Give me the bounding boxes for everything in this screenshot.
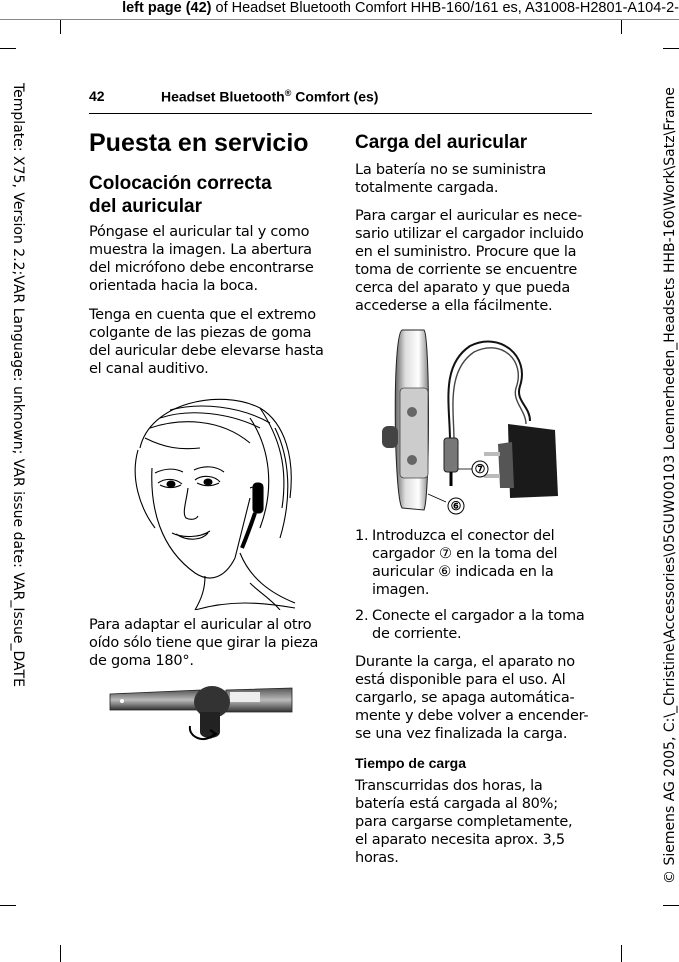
- headset-with-charger-illustration: [380, 326, 565, 516]
- list-item-step-2: [355, 607, 598, 643]
- crop-mark: [0, 48, 16, 49]
- header-title: [161, 88, 378, 105]
- print-slug: [0, 0, 679, 20]
- header-title-text: Headset Bluetooth: [161, 88, 285, 105]
- paragraph-charge-time: Transcurridas dos horas, la batería está cargada al 80%; para cargarse completamente, el aparato necesita aprox. 3,5 horas.: [355, 778, 573, 866]
- copyright-path-text: © Siemens AG 2005, C:\_Christine\Accessories\05GUW00103 Loennerheden_Headsets HHB-160\Work\Satz\Frame: [662, 87, 678, 884]
- woman-wearing-headset-illustration: [110, 388, 300, 610]
- header-rule: [89, 113, 592, 114]
- crop-mark: [663, 48, 679, 49]
- print-slug-page: left page (42): [122, 0, 212, 16]
- step-text: Conecte el cargador a la toma de corriente.: [372, 608, 585, 642]
- template-info-text: Template: X75, Version 2.2;VAR Language: unknown; VAR issue date: VAR_Issue_DATE: [10, 83, 26, 687]
- template-info: [10, 83, 26, 687]
- section-heading-fitting: Colocación correcta del auricular: [89, 173, 272, 217]
- crop-mark: [60, 945, 61, 962]
- crop-mark: [60, 20, 61, 34]
- paragraph-fitting: Póngase el auricular tal y como muestra la imagen. La abertura del micrófono debe encontrarse orientada hacia la boca.: [89, 224, 314, 294]
- callout-6: ⑥: [450, 499, 462, 513]
- page-title: Puesta en servicio: [89, 129, 309, 157]
- list-item-step-1: [355, 527, 598, 599]
- crop-mark: [663, 905, 679, 906]
- paragraph-other-ear: Para adaptar el auricular al otro oído sólo tiene que girar la pieza de goma 180°.: [89, 617, 319, 669]
- step-number: 2.: [355, 608, 369, 624]
- crop-mark: [621, 20, 622, 34]
- subheading-charge-time: Tiempo de carga: [355, 755, 467, 771]
- paragraph-battery: La batería no se suministra totalmente cargada.: [355, 162, 546, 196]
- header-title-rest: Comfort (es): [291, 88, 379, 105]
- section-heading-charging: Carga del auricular: [355, 132, 528, 153]
- page-number: 42: [89, 88, 105, 104]
- step-number: 1.: [355, 528, 369, 544]
- step-text: Introduzca el conector del cargador ⑦ en la toma del auricular ⑥ indicada en la imagen.: [372, 528, 558, 598]
- callout-7: ⑦: [474, 462, 486, 476]
- paragraph-during-charging: Durante la carga, el aparato no está disponible para el uso. Al cargarlo, se apaga automática-mente y debe volver a encender-se una vez finalizada la carga.: [355, 654, 589, 742]
- paragraph-earpiece: Tenga en cuenta que el extremo colgante de las piezas de goma del auricular debe elevarse hasta el canal auditivo.: [89, 307, 324, 377]
- print-slug-doc: of Headset Bluetooth Comfort HHB-160/161 es, A31008-H2801-A104-2-: [211, 0, 679, 16]
- crop-mark: [621, 945, 622, 962]
- headset-rotation-illustration: [108, 680, 294, 746]
- crop-mark: [0, 905, 16, 906]
- registered-mark: ®: [284, 88, 292, 98]
- copyright-path: [662, 87, 678, 884]
- paragraph-charger: Para cargar el auricular es nece-sario utilizar el cargador incluido en el suministro. Procure que la toma de corriente se encuentre cerca del aparato y que pueda accederse a ella fácilmente.: [355, 208, 584, 314]
